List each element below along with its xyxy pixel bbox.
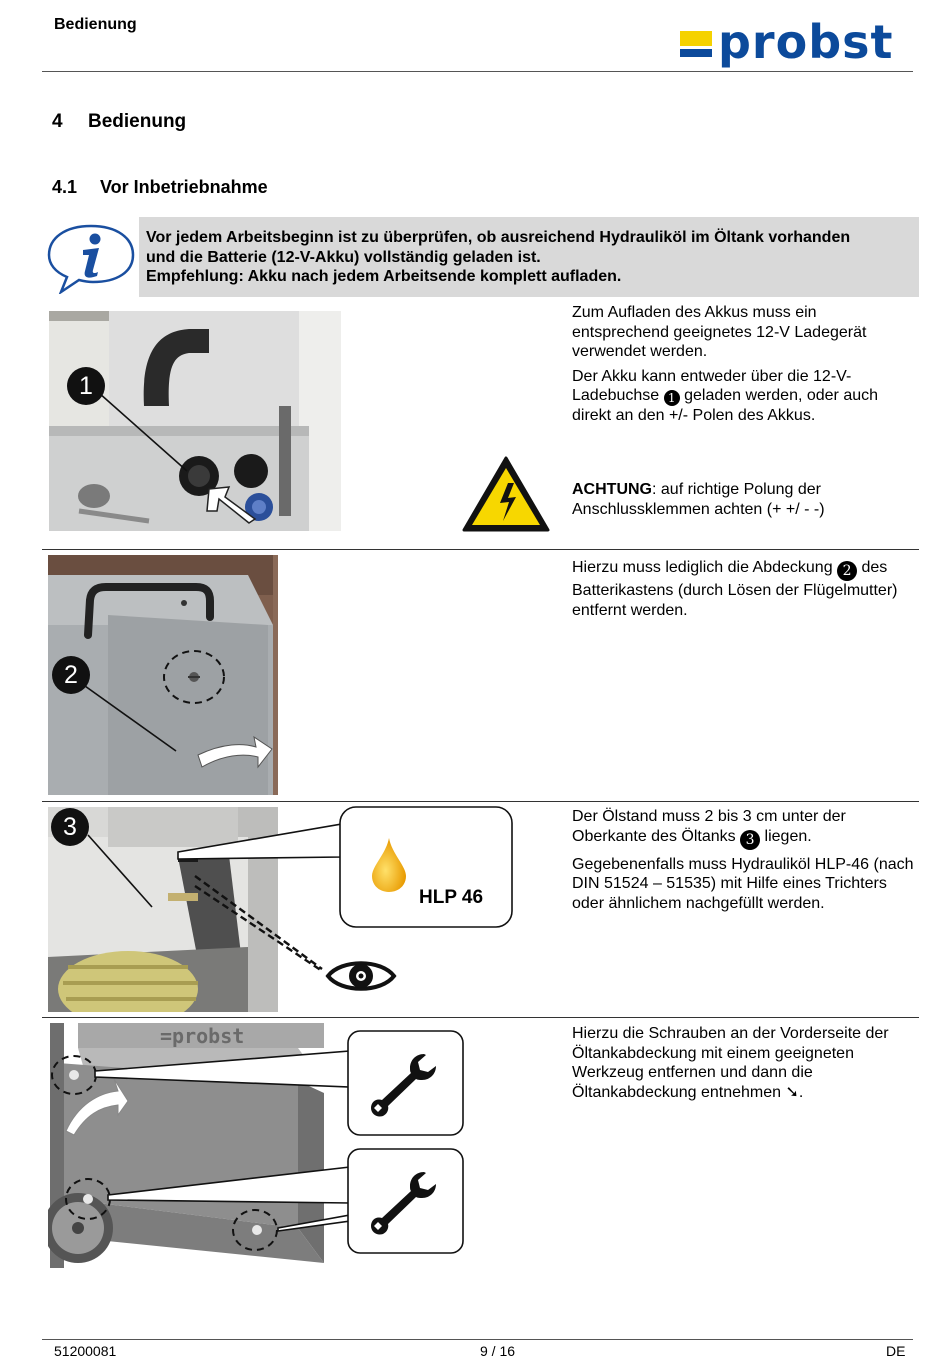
- footer-divider: [42, 1339, 913, 1340]
- block4-paragraph-1: Hierzu die Schrauben an der Vorderseite der Öltankabdeckung mit einem geeigneten Werkzeug entfernen und dann die Öltankabdeckung entnehmen ➘.: [572, 1025, 889, 1101]
- warning-label: ACHTUNG: [572, 481, 652, 498]
- block1-paragraph-1: Zum Aufladen des Akkus muss ein entsprechend geeignetes 12-V Ladegerät verwendet werden.: [572, 304, 867, 360]
- block3-paragraph-1: [572, 807, 917, 850]
- separator-1: [42, 549, 919, 550]
- block3-paragraph-2: Gegebenenfalls muss Hydrauliköl HLP-46 (nach DIN 51524 – 51535) mit Hilfe eines Trichters oder ähnlichem nachgefüllt werden.: [572, 855, 914, 912]
- wrench-icon: [368, 1050, 444, 1120]
- callout-2: [51, 655, 91, 695]
- section-heading: [52, 177, 268, 198]
- footer-page-number: 9 / 16: [480, 1343, 516, 1359]
- info-line-2: und die Batterie (12-V-Akku) vollständig geladen ist.: [146, 248, 541, 266]
- oil-grade-label: HLP 46: [419, 887, 484, 908]
- info-line-1: Vor jedem Arbeitsbeginn ist zu überprüfen, ob ausreichend Hydrauliköl im Öltank vorhanden: [146, 229, 851, 246]
- photo-charging-socket: [49, 311, 341, 531]
- block2-text: [572, 558, 917, 625]
- callout-3-label: 3: [63, 813, 77, 841]
- section-title: Vor Inbetriebnahme: [100, 177, 268, 197]
- info-box: [139, 217, 919, 297]
- info-icon: [47, 222, 135, 294]
- wrench-icon: [368, 1168, 444, 1238]
- block1-paragraph-2: [572, 367, 917, 426]
- chapter-title: Bedienung: [88, 111, 187, 132]
- warning-text: : auf richtige Polung der Anschlussklemmen achten (+ +/ - -): [572, 481, 825, 518]
- oil-drop-icon: [370, 836, 408, 894]
- info-line-3: Empfehlung: Akku nach jedem Arbeitsende komplett aufladen.: [146, 268, 622, 285]
- separator-3: [42, 1017, 919, 1018]
- probst-logo: [680, 15, 908, 69]
- block3-text: [572, 807, 917, 918]
- header-divider: [42, 71, 913, 72]
- block1-p2-end: geladen werden, oder auch direkt an den +/- Polen des Akkus.: [572, 387, 879, 424]
- footer-doc-number: 51200081: [54, 1343, 117, 1359]
- header-section-title: Bedienung: [54, 16, 137, 33]
- block1-text: [572, 303, 917, 431]
- block2-p1-end: des Batterikastens (durch Lösen der Flügelmutter) entfernt werden.: [572, 559, 898, 619]
- badge-2: 2: [837, 561, 857, 581]
- high-voltage-warning-icon: [462, 455, 550, 533]
- chapter-number: 4: [52, 111, 63, 132]
- separator-2: [42, 801, 919, 802]
- callout-1: [66, 366, 106, 406]
- block1-warning-text: [572, 480, 917, 519]
- logo-wordmark: probst: [718, 15, 894, 69]
- section-number: 4.1: [52, 177, 78, 197]
- block3-p1-start: Der Ölstand muss 2 bis 3 cm unter der Oberkante des Öltanks: [572, 808, 846, 845]
- callout-1-label: 1: [79, 372, 93, 400]
- block2-p1-start: Hierzu muss lediglich die Abdeckung: [572, 559, 833, 576]
- badge-3: 3: [740, 830, 760, 850]
- block3-p1-end: liegen.: [764, 827, 812, 845]
- callout-3: [50, 807, 90, 847]
- logo-mark-icon: [680, 31, 712, 57]
- block4-text: [572, 1024, 917, 1107]
- cover-brand-text: =probst: [160, 1024, 245, 1048]
- chapter-heading: [52, 111, 186, 133]
- eye-icon: [325, 955, 397, 997]
- badge-1: 1: [664, 390, 680, 406]
- footer-language: DE: [886, 1343, 906, 1359]
- block1-p2-start: Der Akku kann entweder über die 12-V-Ladebuchse: [572, 367, 852, 404]
- block2-paragraph-1: [572, 558, 917, 620]
- callout-2-label: 2: [64, 661, 78, 689]
